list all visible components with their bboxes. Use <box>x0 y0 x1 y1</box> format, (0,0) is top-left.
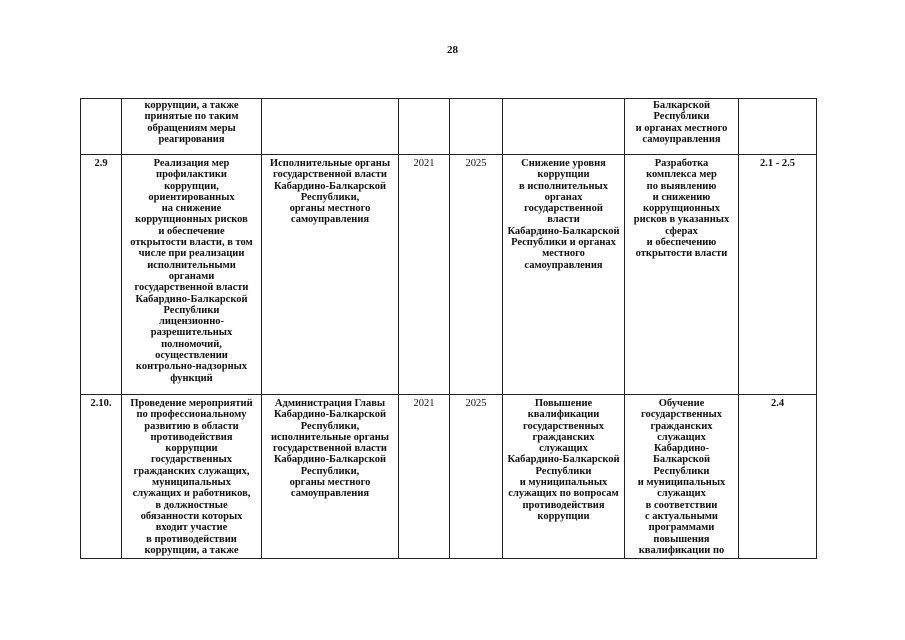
end-year-cell <box>450 99 503 155</box>
indicator-cell: 2.1 - 2.5 <box>739 155 817 395</box>
end-year-cell: 2025 <box>450 395 503 559</box>
executor-cell: Исполнительные органы государственной власти Кабардино-Балкарской Республики, органы местного самоуправления <box>262 155 399 395</box>
item-number-cell: 2.9 <box>81 155 122 395</box>
measure-cell: Проведение мероприятий по профессиональному развитию в области противодействия коррупции государственных гражданских служащих, муниципальных служащих и работников, в должностные обязанности которых входит участие в противодействии коррупции, а также <box>122 395 262 559</box>
expected-result-cell: Балкарской Республики и органах местного самоуправления <box>625 99 739 155</box>
result-cell: Снижение уровня коррупции в исполнительных органах государственной власти Кабардино-Балкарской Республики и органах местного самоуправления <box>503 155 625 395</box>
indicator-cell <box>739 99 817 155</box>
item-number-cell <box>81 99 122 155</box>
table-row <box>81 395 817 559</box>
measure-cell: Реализация мер профилактики коррупции, ориентированных на снижение коррупционных рисков и обеспечение открытости власти, в том числе при реализации исполнительными органами государственной власти Кабардино-Балкарской Республики лицензионно- разрешительных полномочий, осуществлении контрольно-надзорных функций <box>122 155 262 395</box>
executor-cell: Администрация Главы Кабардино-Балкарской Республики, исполнительные органы государственной власти Кабардино-Балкарской Республики, органы местного самоуправления <box>262 395 399 559</box>
table-row <box>81 99 817 155</box>
start-year-cell: 2021 <box>399 155 450 395</box>
measures-table <box>80 98 817 559</box>
indicator-cell: 2.4 <box>739 395 817 559</box>
start-year-cell <box>399 99 450 155</box>
executor-cell <box>262 99 399 155</box>
result-cell <box>503 99 625 155</box>
table-row <box>81 155 817 395</box>
expected-result-cell: Обучение государственных гражданских служащих Кабардино- Балкарской Республики и муниципальных служащих в соответствии с актуальными программами повышения квалификации по <box>625 395 739 559</box>
start-year-cell: 2021 <box>399 395 450 559</box>
page-number: 28 <box>447 44 458 56</box>
result-cell: Повышение квалификации государственных гражданских служащих Кабардино-Балкарской Республики и муниципальных служащих по вопросам противодействия коррупции <box>503 395 625 559</box>
expected-result-cell: Разработка комплекса мер по выявлению и снижению коррупционных рисков в указанных сферах и обеспечению открытости власти <box>625 155 739 395</box>
measure-cell: коррупции, а также принятые по таким обращениям меры реагирования <box>122 99 262 155</box>
item-number-cell: 2.10. <box>81 395 122 559</box>
end-year-cell: 2025 <box>450 155 503 395</box>
